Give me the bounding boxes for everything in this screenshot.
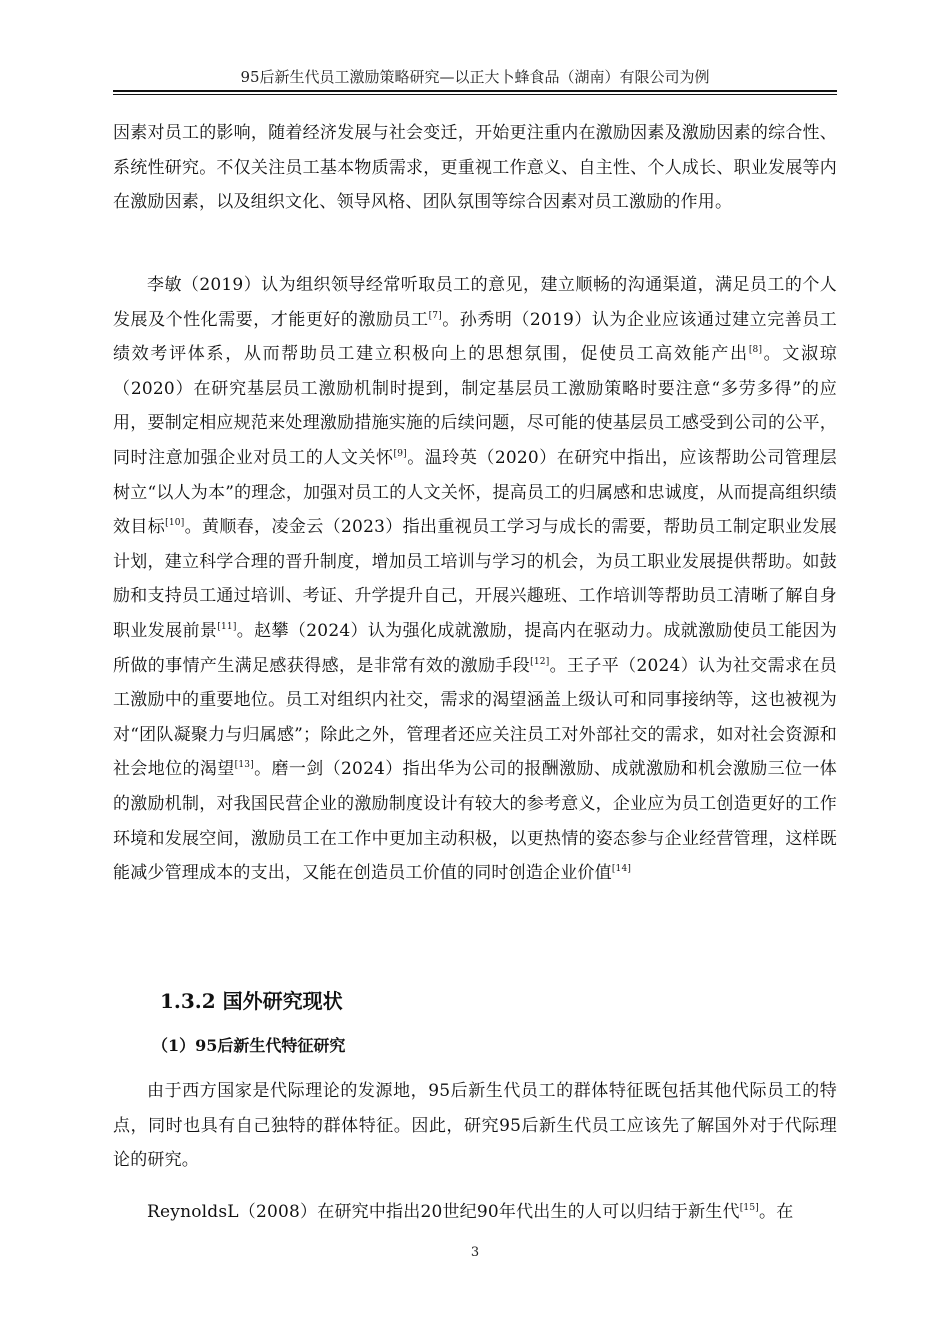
- paragraph-domestic-literature: [113, 268, 837, 891]
- text-segment: 。温玲英（2020）在研究中指出，应该帮助公司管理层树立“以人为本”的理念，加强对员工的人文关怀，提高员工的归属感和忠诚度，从而提高组织绩效目标: [113, 447, 838, 538]
- citation: [9]: [393, 448, 407, 459]
- citation: [11]: [217, 621, 237, 632]
- paragraph-intro-continued: 因素对员工的影响，随着经济发展与社会变迁，开始更注重内在激励因素及激励因素的综合性、系统性研究。不仅关注员工基本物质需求，更重视工作意义、自主性、个人成长、职业发展等内在激励因素，以及组织文化、领导风格、团队氛围等综合因素对员工激励的作用。: [113, 123, 837, 213]
- citation: [15]: [739, 1203, 759, 1213]
- paragraph-foreign-intro: 由于西方国家是代际理论的发源地，95后新生代员工的群体特征既包括其他代际员工的特点，同时也具有自己独特的群体特征。因此，研究95后新生代员工应该先了解国外对于代际理论的研究。: [113, 1081, 837, 1171]
- text-segment: 。黄顺春，凌金云（2023）指出重视员工学习与成长的需要，帮助员工制定职业发展计划，建立科学合理的晋升制度，增加员工培训与学习的机会，为员工职业发展提供帮助。如鼓励和支持员工通过培训、考证、升学提升自己，开展兴趣班、工作培训等帮助员工清晰了解自身职业发展前景: [113, 517, 838, 641]
- text-segment: 。王子平（2024）认为社交需求在员工激励中的重要地位。员工对组织内社交，需求的渴望涵盖上级认可和同事接纳等，这也被视为对“团队凝聚力与归属感”；除此之外，管理者还应关注员工对外部社交的需求，如对社会资源和社会地位的渴望: [113, 655, 837, 780]
- citation: [14]: [611, 864, 632, 875]
- citation: [10]: [165, 518, 185, 529]
- running-header: 95后新生代员工激励策略研究—以正大卜蜂食品（湖南）有限公司为例: [240, 68, 710, 86]
- text-segment: 。文淑琼（2020）在研究基层员工激励机制时提到，制定基层员工激励策略时要注意“多劳多得”的应用，要制定相应规范来处理激励措施实施的后续问题，尽可能的使基层员工感受到公司的公平，同时注意加强企业对员工的人文关怀: [113, 344, 837, 468]
- section-heading: 1.3.2 国外研究现状: [160, 989, 343, 1013]
- text-segment: 。孙秀明（2019）认为企业应该通过建立完善员工绩效考评体系，从而帮助员工建立积极向上的思想氛围，促使员工高效能产出: [113, 309, 837, 365]
- text-segment: 李敏（2019）认为组织领导经常听取员工的意见，建立顺畅的沟通渠道，满足员工的个人发展及个性化需要，才能更好的激励员工: [113, 275, 837, 330]
- citation: [8]: [748, 345, 763, 356]
- text-segment: ReynoldsL（2008）在研究中指出20世纪90年代出生的人可以归结于新生代: [147, 1202, 740, 1222]
- subsection-heading: （1）95后新生代特征研究: [152, 1036, 346, 1055]
- citation: [13]: [234, 760, 254, 771]
- citation: [12]: [530, 656, 550, 667]
- page-number: 3: [470, 1245, 480, 1260]
- text-segment: 。赵攀（2024）认为强化成就激励，提高内在驱动力。成就激励使员工能因为所做的事情产生满足感获得感，是非常有效的激励手段: [113, 620, 838, 676]
- header-rule-thin: [113, 94, 837, 95]
- citation: [7]: [428, 310, 442, 321]
- header-rule-thick: [113, 90, 837, 92]
- paragraph-reynolds: [113, 1195, 837, 1230]
- text-segment: 。在: [759, 1202, 794, 1222]
- text-segment: 。磨一剑（2024）指出华为公司的报酬激励、成就激励和机会激励三位一体的激励机制，对我国民营企业的激励制度设计有较大的参考意义，企业应为员工创造更好的工作环境和发展空间，激励员工在工作中更加主动积极，以更热情的姿态参与企业经营管理，这样既能减少管理成本的支出，又能在创造员工价值的同时创造企业价值: [113, 759, 837, 884]
